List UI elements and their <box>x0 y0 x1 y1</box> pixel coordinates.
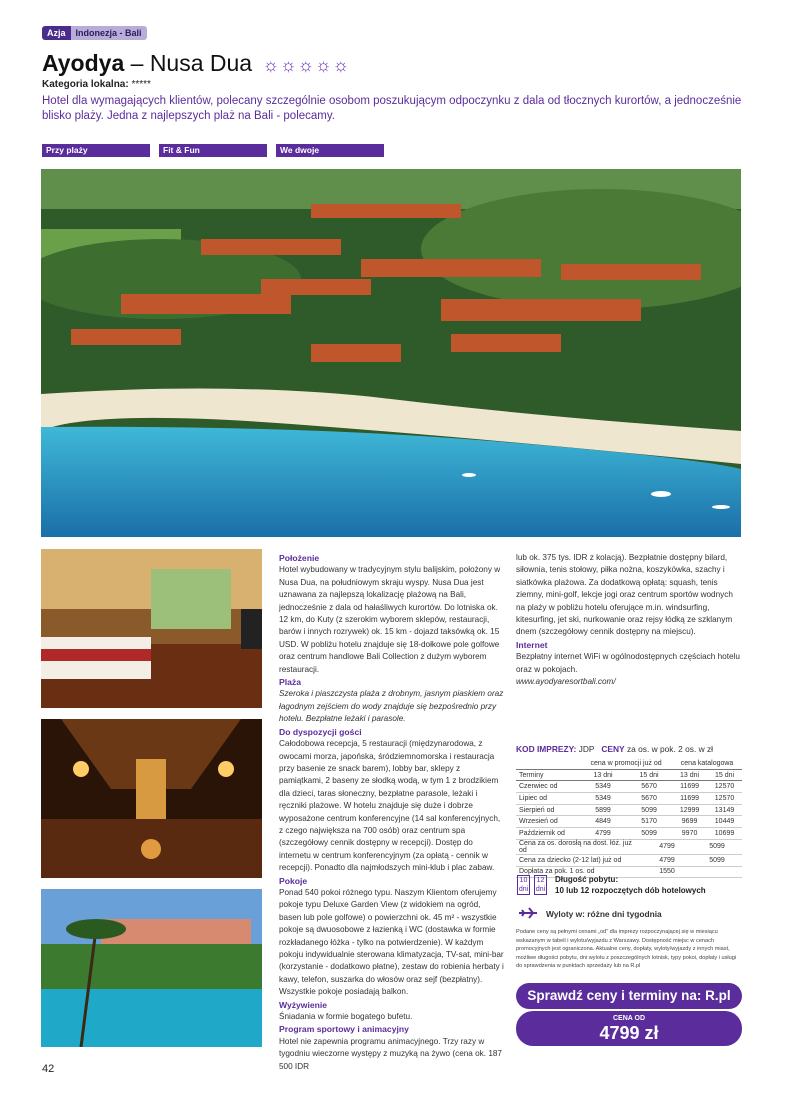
table-cell: 4799 <box>642 840 692 855</box>
legal-note: Podane ceny są pełnymi cenami „od” dla imprezy rozpoczynającej się w miesiącu wskazanym w tabeli i wylotu/wyjazdu z Warszawy. Dostępność miejsc w cenach promocyjnych jest ograniczona. Aktualne ceny, dopłaty, wyloty/wyjazdy z innych miast, możliwe długości pobytu, dni wylotu z poszczególnych lotnisk, typy pokoi, dopłaty i usługi do sprawdzenia w punktach sprzedaży lub na R.pl <box>516 929 737 969</box>
flights-text: Wyloty w: różne dni tygodnia <box>546 909 662 919</box>
section-board-text: Śniadania w formie bogatego bufetu. <box>279 1012 413 1022</box>
head-cell: cena w promocji już od <box>580 758 672 769</box>
hotel-name: Ayodya <box>42 50 125 76</box>
head-cell: cena katalogowa <box>672 758 742 769</box>
table-row <box>516 840 742 855</box>
ceny-note: za os. w pok. 2 os. w zł <box>626 744 714 754</box>
table-cell: 5099 <box>626 828 672 840</box>
table-cell: 4849 <box>580 816 626 828</box>
table-cell: 12999 <box>672 804 707 816</box>
head-cell: Terminy <box>516 769 580 781</box>
table-cell: Dopłata za pok. 1 os. od <box>516 866 642 878</box>
flights-info <box>518 907 662 921</box>
table-cell: 5099 <box>692 840 742 855</box>
head-cell: 13 dni <box>672 769 707 781</box>
section-program-text: Hotel nie zapewnia programu animacyjnego. Trzy razy w tygodniu wieczorne występy z muzyką na żywo (cena ok. 187 500 IDR <box>279 1036 502 1071</box>
section-internet-heading: Internet <box>516 639 548 650</box>
price-table <box>516 758 742 878</box>
table-cell: 13149 <box>707 804 742 816</box>
table-cell: Październik od <box>516 828 580 840</box>
country-tag: Indonezja - Bali <box>71 26 147 40</box>
table-cell: 12570 <box>707 781 742 793</box>
duration-label: Długość pobytu: <box>555 875 619 884</box>
table-row <box>516 781 742 793</box>
ceny-label: CENY <box>601 744 625 754</box>
price-from-value: 4799 zł <box>599 1023 659 1043</box>
table-cell: 10699 <box>707 828 742 840</box>
table-cell: 5670 <box>626 781 672 793</box>
price-table-head-2 <box>516 769 742 781</box>
table-cell: 11699 <box>672 793 707 805</box>
table-row <box>516 854 742 866</box>
table-cell: 5670 <box>626 793 672 805</box>
table-row <box>516 804 742 816</box>
table-cell: 9970 <box>672 828 707 840</box>
pill-couples: We dwoje <box>276 144 384 157</box>
hotel-location: Nusa Dua <box>149 50 253 76</box>
room-photo <box>41 549 262 708</box>
description-column-1 <box>279 552 505 1073</box>
check-prices-button[interactable]: Sprawdź ceny i terminy na: R.pl <box>516 983 742 1009</box>
table-cell: 9699 <box>672 816 707 828</box>
table-cell: Lipiec od <box>516 793 580 805</box>
section-internet-text: Bezpłatny internet WiFi w ogólnodostępnych częściach hotelu oraz w pokojach. <box>516 652 740 674</box>
section-program-heading: Program sportowy i animacyjny <box>279 1024 409 1035</box>
section-beach-text: Szeroka i piaszczysta plaża z drobnym, jasnym piaskiem oraz łagodnym zejściem do wody znajduje się bezpośrednio przy hotelu. Bezpłatne leżaki i parasole. <box>279 689 504 724</box>
table-cell: Cena za os. dorosłą na dost. łóż. już od <box>516 840 642 855</box>
section-board-heading: Wyżywienie <box>279 999 328 1010</box>
breadcrumb <box>42 26 147 40</box>
table-cell: 5349 <box>580 781 626 793</box>
table-cell: Wrzesień od <box>516 816 580 828</box>
table-cell: 4799 <box>580 828 626 840</box>
garden-pool-photo <box>41 889 262 1047</box>
price-table-head-1 <box>516 758 742 769</box>
head-cell <box>516 758 580 769</box>
table-cell: 4799 <box>642 854 692 866</box>
intro-text: Hotel dla wymagających klientów, polecany szczególnie osobom poszukującym odpoczynku z dala od tłocznych kurortów, a jednocześnie blisko plaży. Jedna z najlepszych plaż na Bali - polecamy. <box>42 95 742 122</box>
section-location-heading: Położenie <box>279 553 320 563</box>
section-rooms-heading: Pokoje <box>279 875 308 886</box>
rating-sun-icons: ☼☼☼☼☼ <box>262 55 350 75</box>
feature-pills <box>42 144 384 157</box>
section-facilities-heading: Do dyspozycji gości <box>279 726 362 737</box>
table-cell: 10449 <box>707 816 742 828</box>
section-location-text: Hotel wybudowany w tradycyjnym stylu balijskim, położony w Nusa Dua, na południowym skraju wyspy. Nusa Dua jest uznawana za najlepszą lokalizację plażową na Bali, jednocześnie z dala od hałaśliwych kurortów. Do lotniska ok. 12 km, do Kuty (z szerokim wyborem sklepów, restauracji, barów i innych rozrywek) ok. 15 km - dojazd taksówką ok. 15 USD. W pobliżu hotelu znajduje się 18-dołkowe pole golfowe oraz centrum handlowe Bali Collection z dużym wyborem restauracji. <box>279 565 501 674</box>
category-value: ***** <box>131 79 151 90</box>
table-cell: 5099 <box>692 854 742 866</box>
region-tag: Azja <box>42 26 71 40</box>
kod-label: KOD IMPREZY: <box>516 744 577 754</box>
head-cell: 15 dni <box>707 769 742 781</box>
table-cell: Sierpień od <box>516 804 580 816</box>
days-12-icon: 12 dni <box>535 877 546 893</box>
kod-value: JDP <box>578 744 595 754</box>
section-beach-heading: Plaża <box>279 677 301 688</box>
hotel-aerial-photo <box>41 169 741 537</box>
table-cell: 5170 <box>626 816 672 828</box>
page-number: 42 <box>42 1063 55 1075</box>
pill-fit-fun: Fit & Fun <box>159 144 267 157</box>
price-header <box>516 744 713 754</box>
title-separator: – <box>130 50 144 76</box>
head-cell: 15 dni <box>626 769 672 781</box>
table-row <box>516 793 742 805</box>
airplane-icon <box>518 907 538 921</box>
table-cell: Cena za dziecko (2-12 lat) już od <box>516 854 642 866</box>
table-cell: 12570 <box>707 793 742 805</box>
table-cell: 5099 <box>626 804 672 816</box>
local-category <box>42 79 151 90</box>
section-facilities-text: Całodobowa recepcja, 5 restauracji (międzynarodowa, z owocami morza, japońska, śródziemnomorska i restauracja przy basenie ze snack barem), lobby bar, sklepy z pamiątkami, 2 baseny ze słodką wodą, w tym 1 z brodzikiem dla dzieci, taras słoneczny, bezpłatne parasole, leżaki i ręczniki plażowe. W hotelu znajduje się duże i dobrze wyposażone centrum konferencyjne (14 sal konferencyjnych, z czego największa na 700 osób) oraz centrum spa (szczegółowy cennik dostępny w recepcji). Dostęp do internetu w centrum konferencyjnym (za opłatą - cennik w recepcji). Ponadto dla najmłodszych mini-klub i plac zabaw. <box>279 739 501 873</box>
days-10-icon: 10 dni <box>518 877 529 893</box>
duration-value: 10 lub 12 rozpoczętych dób hotelowych <box>555 886 706 895</box>
hotel-website-link[interactable]: www.ayodyaresortbali.com/ <box>516 677 616 687</box>
head-cell: 13 dni <box>580 769 626 781</box>
stay-duration <box>517 874 706 896</box>
table-cell: 5349 <box>580 793 626 805</box>
hotel-title <box>42 50 350 77</box>
table-row <box>516 828 742 840</box>
table-cell: 1550 <box>642 866 692 878</box>
category-label: Kategoria lokalna: <box>42 79 129 90</box>
section-program-continued: lub ok. 375 tys. IDR z kolacją). Bezpłatnie dostępny bilard, siłownia, tenis stołowy, piłka nożna, koszykówka, szachy i siatkówka plażowa. Za dodatkową opłatą: squash, tenis ziemny, mini-golf, lekcje jogi oraz centrum sportów wodnych na plaży w pobliżu hotelu oferujące m.in. windsurfing, kitesurfing, jet ski, nurkowanie oraz rejsy łódką ze szklanym dnem (szczegółowy cennik dostępny na miejscu). <box>516 553 733 637</box>
price-from-badge[interactable] <box>516 1011 742 1046</box>
price-from-label: CENA OD <box>612 1015 646 1022</box>
pill-beach: Przy plaży <box>42 144 150 157</box>
lobby-photo <box>41 719 262 878</box>
table-cell: 5899 <box>580 804 626 816</box>
table-cell: 11699 <box>672 781 707 793</box>
description-column-2 <box>516 552 742 688</box>
section-rooms-text: Ponad 540 pokoi różnego typu. Naszym Klientom oferujemy pokoje typu Deluxe Garden View (z widokiem na ogród, basen lub pole golfowe) o powierzchni ok. 45 m² - wszystkie pokoje są dwuosobowe z łazienką i WC (dostawka w formie rozkładanego łóżka - tylko na potwierdzenie). W każdym pokoju indywidualnie sterowana klimatyzacja, TV-sat, mini-bar (korzystanie - dodatkowo płatne), zestaw do robienia herbaty i kawy, telefon, suszarka do włosów oraz sejf (bezpłatny). Wszystkie pokoje posiadają balkon. <box>279 887 504 997</box>
table-row <box>516 816 742 828</box>
table-cell: Czerwiec od <box>516 781 580 793</box>
